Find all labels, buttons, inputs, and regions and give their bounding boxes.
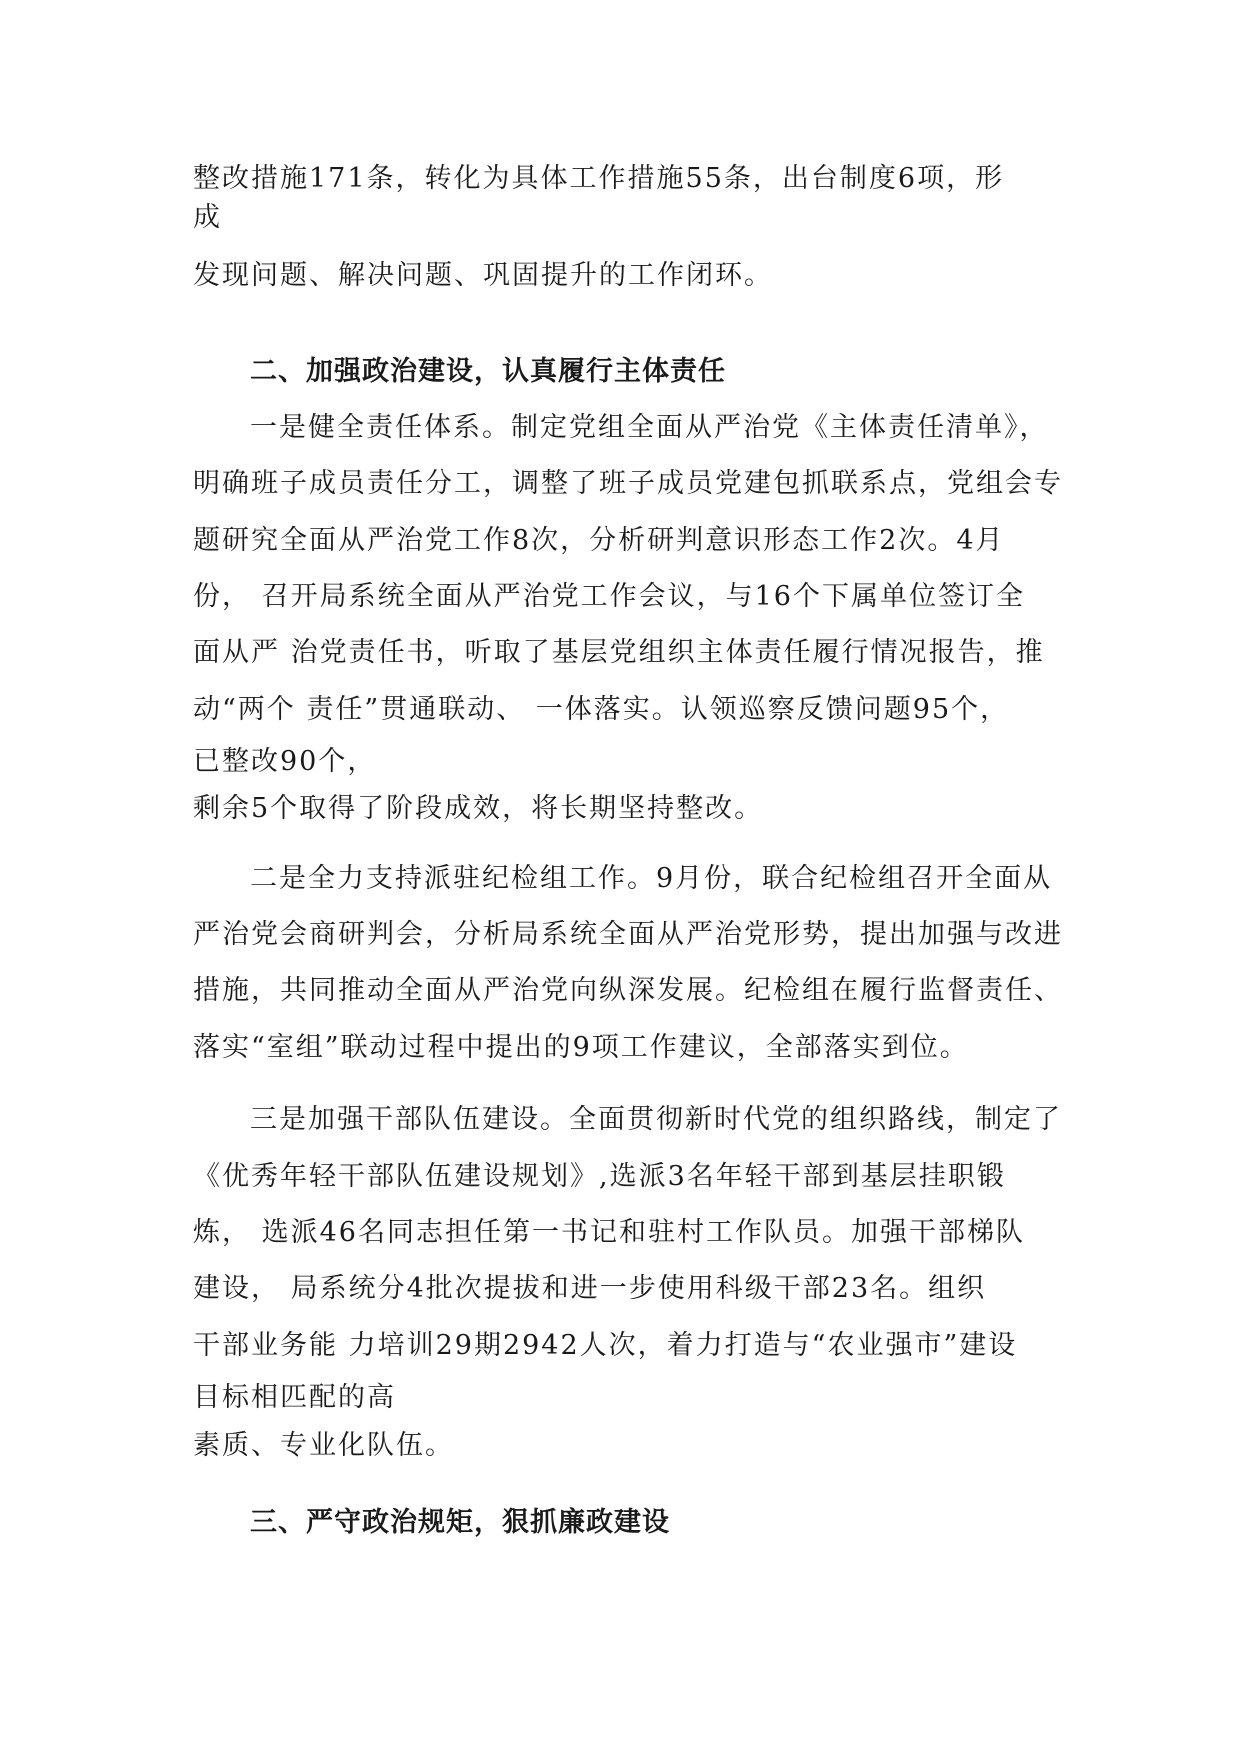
paragraph-4-line-6: 目标相匹配的高 <box>193 1382 396 1413</box>
paragraph-3-line-1: 二是全力支持派驻纪检组工作。9月份，联合纪检组召开全面从 <box>250 863 1053 894</box>
paragraph-2-line-8: 剩余5个取得了阶段成效，将长期坚持整改。 <box>193 793 764 824</box>
paragraph-4-line-1: 三是加强干部队伍建设。全面贯彻新时代党的组织路线，制定了 <box>250 1104 1062 1135</box>
paragraph-4-line-3: 炼， 选派46名同志担任第一书记和驻村工作队员。加强干部梯队 <box>193 1217 1025 1248</box>
paragraph-1-line-3: 发现问题、解决问题、巩固提升的工作闭环。 <box>193 260 773 291</box>
paragraph-3-line-4: 落实“室组”联动过程中提出的9项工作建议，全部落实到位。 <box>193 1032 969 1063</box>
paragraph-4-line-4: 建设， 局系统分4批次提拔和进一步使用科级干部23名。组织 <box>193 1273 987 1304</box>
paragraph-2-line-1: 一是健全责任体系。制定党组全面从严治党《主体责任清单》， <box>250 412 1049 443</box>
section-heading-3: 三、严守政治规矩，狠抓廉政建设 <box>250 1507 670 1538</box>
paragraph-3-line-3: 措施，共同推动全面从严治党向纵深发展。纪检组在履行监督责任、 <box>193 975 1063 1006</box>
paragraph-2-line-4: 份， 召开局系统全面从严治党工作会议，与16个下属单位签订全 <box>193 581 1025 612</box>
paragraph-2-line-5: 面从严 治党责任书，听取了基层党组织主体责任履行情况报告，推 <box>193 637 1045 668</box>
paragraph-4-line-7: 素质、专业化队伍。 <box>193 1430 454 1461</box>
paragraph-2-line-7: 已整改90个， <box>193 746 377 777</box>
paragraph-4-line-2: 《优秀年轻干部队伍建设规划》,选派3名年轻干部到基层挂职锻 <box>193 1161 1006 1192</box>
paragraph-2-line-3: 题研究全面从严治党工作8次，分析研判意识形态工作2次。4月 <box>193 525 1005 556</box>
paragraph-2-line-6: 动“两个 责任”贯通联动、 一体落实。认领巡察反馈问题95个， <box>193 694 1010 725</box>
paragraph-2-line-2: 明确班子成员责任分工，调整了班子成员党建包抓联系点，党组会专 <box>193 468 1063 499</box>
section-heading-2: 二、加强政治建设，认真履行主体责任 <box>250 356 726 387</box>
paragraph-1-line-2: 成 <box>193 202 222 233</box>
paragraph-3-line-2: 严治党会商研判会，分析局系统全面从严治党形势，提出加强与改进 <box>193 919 1063 950</box>
paragraph-1-line-1: 整改措施171条，转化为具体工作措施55条，出台制度6项，形 <box>193 163 1005 194</box>
paragraph-4-line-5: 干部业务能 力培训29期2942人次，着力打造与“农业强市”建设 <box>193 1330 1018 1361</box>
